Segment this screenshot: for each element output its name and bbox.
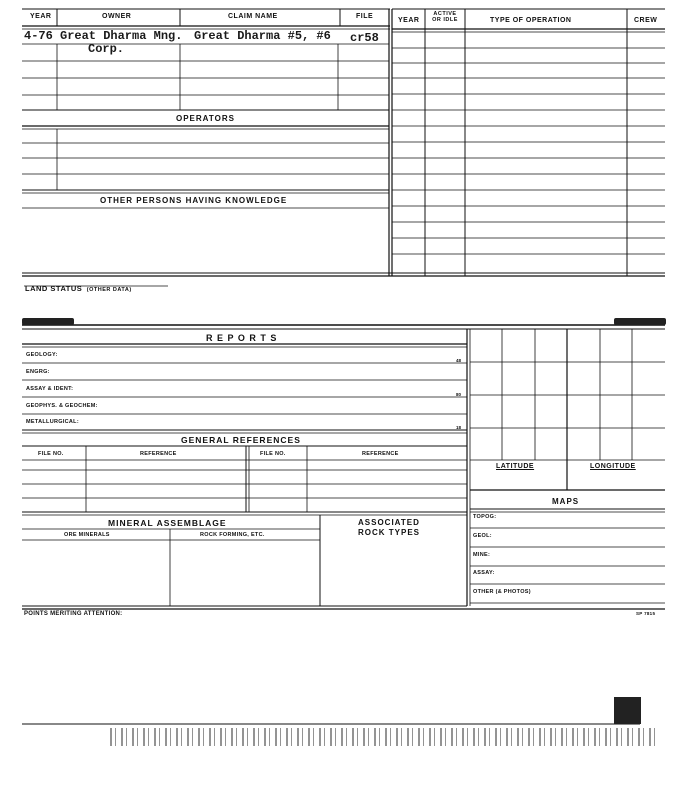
maps-mine: MINE: bbox=[473, 552, 491, 558]
header-active-idle: ACTIVE OR IDLE bbox=[432, 11, 458, 23]
scan-smudge-right bbox=[614, 318, 666, 325]
maps-geol: GEOL: bbox=[473, 533, 492, 539]
header-owner: OWNER bbox=[102, 13, 132, 20]
maps-title: MAPS bbox=[552, 497, 580, 506]
land-status-title: LAND STATUS bbox=[25, 284, 83, 293]
report-metallurgical-num: 18 bbox=[456, 425, 462, 430]
maps-topog: TOPOG: bbox=[473, 514, 497, 520]
gr-file-no-header: FILE NO. bbox=[38, 451, 64, 457]
report-assay-num: 80 bbox=[456, 392, 462, 397]
header-file: FILE bbox=[356, 13, 374, 20]
other-persons-label: OTHER PERSONS HAVING KNOWLEDGE bbox=[100, 196, 288, 205]
operators-label: OPERATORS bbox=[176, 114, 235, 123]
header-year: YEAR bbox=[30, 13, 52, 20]
report-geology: GEOLOGY: bbox=[26, 352, 58, 358]
entry-owner-line2: Corp. bbox=[88, 42, 125, 56]
associated-rock-types-line2: ROCK TYPES bbox=[358, 528, 421, 537]
entry-owner-line1: Great Dharma Mng. bbox=[60, 29, 183, 43]
scan-smudge-block bbox=[614, 697, 641, 724]
mineral-assemblage-title: MINERAL ASSEMBLAGE bbox=[108, 518, 227, 528]
general-references-title: GENERAL REFERENCES bbox=[181, 435, 301, 445]
header-crew: CREW bbox=[634, 17, 658, 24]
gr-reference-header: REFERENCE bbox=[140, 451, 177, 457]
form-number: SP 7815 bbox=[636, 611, 656, 616]
report-assay: ASSAY & IDENT: bbox=[26, 386, 74, 392]
scan-smudge-left bbox=[22, 318, 74, 325]
land-status-sub: (OTHER DATA) bbox=[86, 287, 132, 293]
maps-assay: ASSAY: bbox=[473, 570, 495, 576]
entry-file: cr58 bbox=[350, 31, 379, 45]
maps-other-photos: OTHER (& PHOTOS) bbox=[473, 589, 531, 595]
entry-year: 4-76 bbox=[24, 29, 53, 43]
scan-noise-band bbox=[110, 728, 660, 746]
gr-file-no2-header: FILE NO. bbox=[260, 451, 286, 457]
header-type-of-operation: TYPE OF OPERATION bbox=[490, 17, 572, 24]
associated-rock-types-line1: ASSOCIATED bbox=[358, 518, 420, 527]
reports-title: R E P O R T S bbox=[206, 333, 278, 343]
ore-minerals-header: ORE MINERALS bbox=[64, 532, 110, 538]
report-geophys: GEOPHYS. & GEOCHEM: bbox=[26, 403, 98, 409]
entry-claim-name: Great Dharma #5, #6 bbox=[194, 29, 331, 43]
longitude-label: LONGITUDE bbox=[590, 463, 636, 470]
rock-forming-header: ROCK FORMING, ETC. bbox=[200, 532, 265, 538]
header-claim-name: CLAIM NAME bbox=[228, 13, 278, 20]
report-engrg: ENGRG: bbox=[26, 369, 50, 375]
latitude-label: LATITUDE bbox=[496, 463, 535, 470]
points-meriting-attention-label: POINTS MERITING ATTENTION: bbox=[24, 611, 123, 617]
report-metallurgical: METALLURGICAL: bbox=[26, 419, 79, 425]
gr-reference2-header: REFERENCE bbox=[362, 451, 399, 457]
report-geology-num: 48 bbox=[456, 358, 462, 363]
header-year-right: YEAR bbox=[398, 17, 420, 24]
land-status-label bbox=[25, 278, 132, 296]
